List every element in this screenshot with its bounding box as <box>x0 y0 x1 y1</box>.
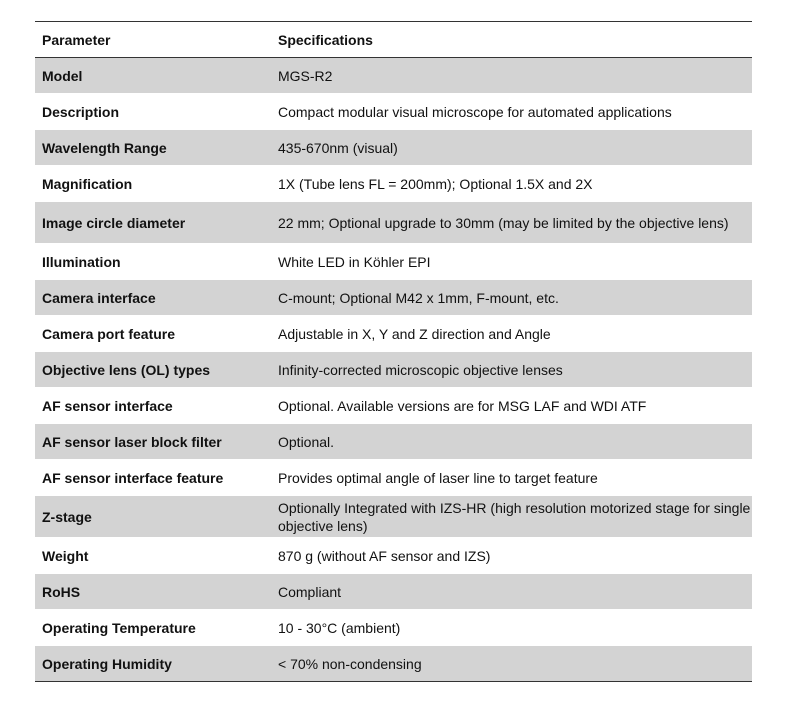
table-row <box>35 202 752 244</box>
row-value: Adjustable in X, Y and Z direction and Angle <box>271 316 752 352</box>
row-parameter: Objective lens (OL) types <box>35 352 271 388</box>
spec-table <box>35 21 752 682</box>
table-row <box>35 538 752 574</box>
row-value: 22 mm; Optional upgrade to 30mm (may be limited by the objective lens) <box>271 202 752 244</box>
table-row <box>35 424 752 460</box>
table-row <box>35 316 752 352</box>
table-row <box>35 610 752 646</box>
table-row <box>35 574 752 610</box>
table-row <box>35 244 752 280</box>
table-header-row <box>35 22 752 58</box>
row-value: Provides optimal angle of laser line to target feature <box>271 460 752 496</box>
row-value: MGS-R2 <box>271 58 752 94</box>
row-value: 435-670nm (visual) <box>271 130 752 166</box>
row-value: 870 g (without AF sensor and IZS) <box>271 538 752 574</box>
row-parameter: Operating Humidity <box>35 646 271 682</box>
table-row <box>35 460 752 496</box>
row-parameter: Description <box>35 94 271 130</box>
row-parameter: Wavelength Range <box>35 130 271 166</box>
row-parameter: Model <box>35 58 271 94</box>
row-value: Infinity-corrected microscopic objective lenses <box>271 352 752 388</box>
row-value: Optional. <box>271 424 752 460</box>
table-row <box>35 166 752 202</box>
row-parameter: Operating Temperature <box>35 610 271 646</box>
row-value: Compact modular visual microscope for automated applications <box>271 94 752 130</box>
table-row <box>35 352 752 388</box>
row-parameter: Illumination <box>35 244 271 280</box>
header-parameter: Parameter <box>35 22 271 58</box>
row-value: 10 - 30°C (ambient) <box>271 610 752 646</box>
row-parameter: RoHS <box>35 574 271 610</box>
row-value: White LED in Köhler EPI <box>271 244 752 280</box>
row-value: < 70% non-condensing <box>271 646 752 682</box>
table-row <box>35 130 752 166</box>
table-row <box>35 646 752 682</box>
row-parameter: Weight <box>35 538 271 574</box>
header-specifications: Specifications <box>271 22 752 58</box>
row-value: 1X (Tube lens FL = 200mm); Optional 1.5X and 2X <box>271 166 752 202</box>
row-value: C-mount; Optional M42 x 1mm, F-mount, etc. <box>271 280 752 316</box>
row-parameter: Z-stage <box>35 496 271 538</box>
table-row <box>35 280 752 316</box>
table-row <box>35 388 752 424</box>
row-parameter: Camera port feature <box>35 316 271 352</box>
row-parameter: Camera interface <box>35 280 271 316</box>
row-value: Compliant <box>271 574 752 610</box>
table-row <box>35 58 752 94</box>
row-value: Optionally Integrated with IZS-HR (high resolution motorized stage for single objective lens) <box>271 496 752 538</box>
row-parameter: AF sensor interface <box>35 388 271 424</box>
row-parameter: AF sensor interface feature <box>35 460 271 496</box>
row-parameter: Image circle diameter <box>35 202 271 244</box>
table-row <box>35 94 752 130</box>
row-parameter: Magnification <box>35 166 271 202</box>
table-row <box>35 496 752 538</box>
row-parameter: AF sensor laser block filter <box>35 424 271 460</box>
row-value: Optional. Available versions are for MSG LAF and WDI ATF <box>271 388 752 424</box>
